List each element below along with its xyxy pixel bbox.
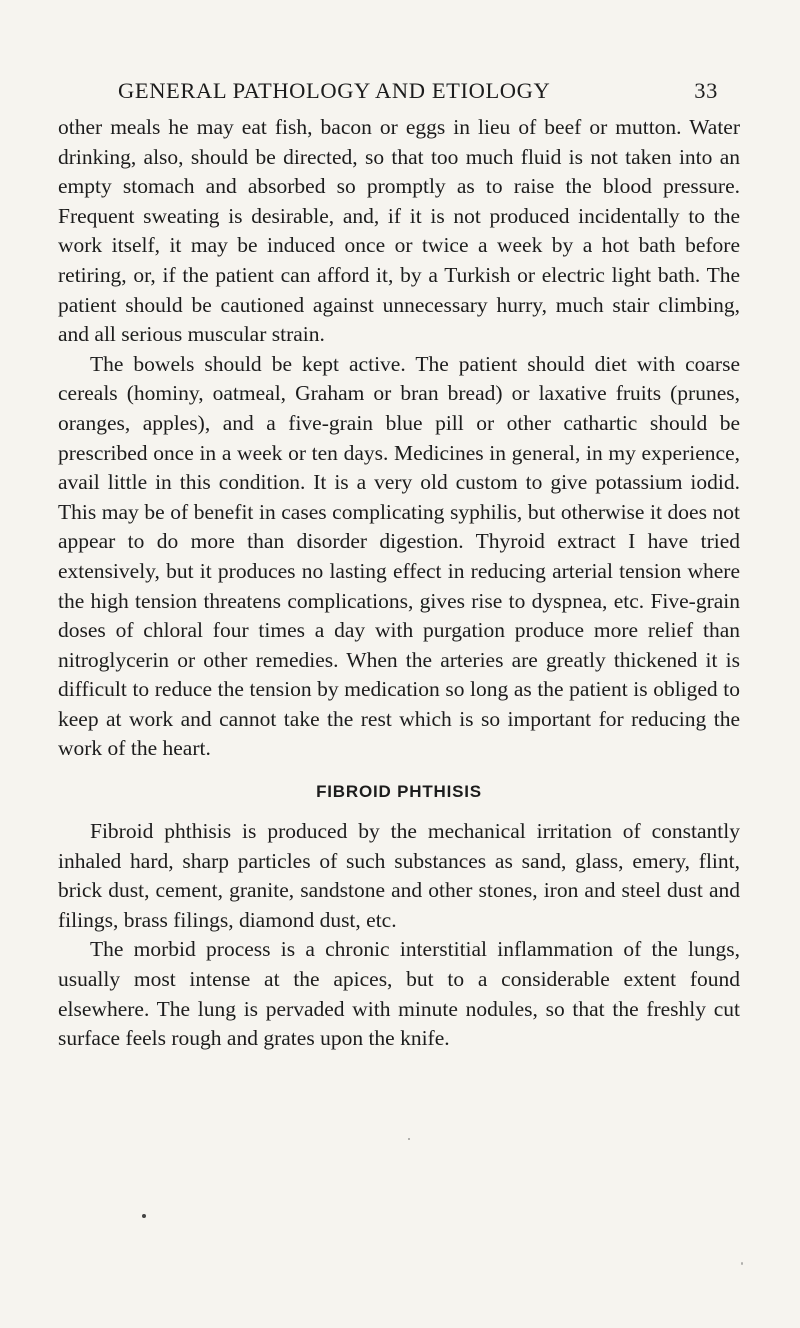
running-title: GENERAL PATHOLOGY AND ETIOLOGY <box>118 78 551 103</box>
paper-speck <box>741 1262 743 1265</box>
paper-speck <box>142 1214 146 1218</box>
page-number: 33 <box>694 78 718 103</box>
paragraph-morbid-process: The morbid process is a chronic interstitial inflammation of the lungs, usually most intense at the apices, but to a considerable extent found elsewhere. The lung is pervaded with minute nodules, so that the freshly cut surface feels rough and grates upon the knife. <box>58 937 740 1051</box>
paragraph-fibroid-phthisis-cause: Fibroid phthisis is produced by the mechanical irritation of constantly inhaled hard, sharp particles of such substances as sand, glass, emery, flint, brick dust, cement, granite, sandstone and other stones, iron and steel dust and filings, brass filings, diamond dust, etc. <box>58 819 740 932</box>
paper-speck <box>408 1138 410 1140</box>
running-head <box>118 78 718 108</box>
paragraph-bowels-medicines: The bowels should be kept active. The patient should diet with coarse cereals (hominy, oatmeal, Graham or bran bread) or laxative fruits (prunes, oranges, apples), and a five-grain blue pill or other cathartic should be prescribed once in a week or ten days. Medicines in general, in my experience, avail little in this condition. It is a very old custom to give potassium iodid. This may be of benefit in cases complicating syphilis, but otherwise it does not appear to do more than disorder digestion. Thyroid extract I have tried extensively, but it produces no lasting effect in reducing arterial tension where the high tension threatens complications, gives rise to dyspnea, etc. Five-grain doses of chloral four times a day with purgation produce more relief than nitroglycerin or other remedies. When the arteries are greatly thickened it is difficult to reduce the tension by medication so long as the patient is obliged to keep at work and cannot take the rest which is so important for reducing the work of the heart. <box>58 351 740 761</box>
body-text <box>58 113 740 1054</box>
paragraph-diet-continuation: other meals he may eat fish, bacon or eggs in lieu of beef or mutton. Water drinking, also, should be directed, so that too much fluid is not taken into an empty stomach and absorbed so promptly as to raise the blood pressure. Frequent sweating is desirable, and, if it is not produced incidentally to the work itself, it may be induced once or twice a week by a hot bath before retiring, or, if the patient can afford it, by a Turkish or electric light bath. The patient should be cautioned against unnecessary hurry, much stair climbing, and all serious muscular strain. <box>58 115 740 347</box>
section-heading: FIBROID PHTHISIS <box>316 782 482 802</box>
